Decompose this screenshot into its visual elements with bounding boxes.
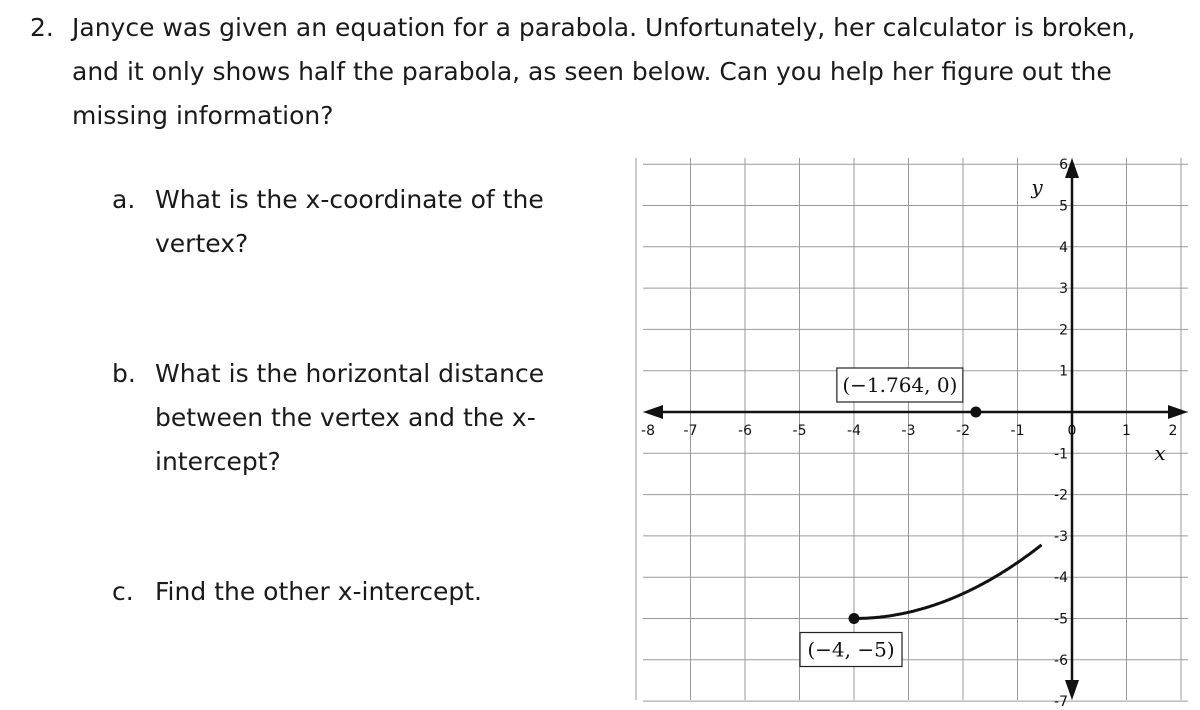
x-tick-label: -6	[738, 423, 752, 439]
x-intercept-point	[970, 407, 981, 418]
part-b-text: What is the horizontal distance between the vertex and the x-intercept?	[155, 359, 545, 476]
problem-number: 2.	[30, 13, 54, 42]
y-tick-label: 6	[1059, 157, 1068, 174]
part-c-letter: c.	[112, 577, 134, 606]
vertex-point	[849, 613, 860, 624]
x-axis-right-arrow	[1168, 405, 1188, 419]
problem-text: Janyce was given an equation for a parabola. Unfortunately, her calculator is broken, and it only shows half the parabola, as seen below. Can you help her figure out the missing information?	[72, 13, 1136, 130]
parabola-curve	[854, 545, 1042, 619]
x-tick-label: -8	[641, 423, 655, 439]
x-tick-label: -2	[956, 423, 970, 439]
y-tick-label: -2	[1054, 487, 1068, 504]
y-axis-label: y	[1031, 175, 1043, 199]
y-tick-label: -1	[1054, 446, 1068, 463]
x-tick-label: -5	[792, 423, 807, 439]
x-tick-label: -7	[683, 423, 698, 439]
intercept-label: (−1.764, 0)	[842, 373, 958, 397]
part-b-letter: b.	[112, 359, 136, 388]
x-tick-label: 0	[1067, 423, 1077, 439]
x-tick-label: 2	[1168, 423, 1178, 439]
x-axis-left-arrow	[643, 405, 663, 419]
y-tick-label: 5	[1059, 198, 1068, 215]
x-axis-label: x	[1154, 441, 1166, 465]
x-tick-label: -1	[1010, 423, 1025, 439]
part-a-letter: a.	[112, 185, 136, 214]
x-tick-label: -4	[847, 423, 861, 439]
y-tick-label: 4	[1059, 239, 1068, 256]
part-a-text: What is the x-coordinate of the vertex?	[155, 185, 544, 258]
part-c-text: Find the other x-intercept.	[155, 577, 482, 606]
y-tick-label: 2	[1059, 322, 1068, 339]
y-tick-label: -5	[1054, 611, 1068, 628]
y-tick-label: -6	[1054, 652, 1068, 669]
x-tick-label: -3	[901, 423, 916, 439]
y-tick-label: 3	[1059, 281, 1068, 298]
y-tick-label: -4	[1054, 570, 1068, 587]
y-tick-label: -3	[1054, 528, 1068, 545]
y-tick-label: 1	[1059, 363, 1068, 380]
vertex-label: (−4, −5)	[807, 637, 895, 662]
tick-labels	[641, 157, 1177, 710]
y-tick-label: -7	[1054, 694, 1068, 710]
x-tick-label: 1	[1122, 423, 1131, 439]
